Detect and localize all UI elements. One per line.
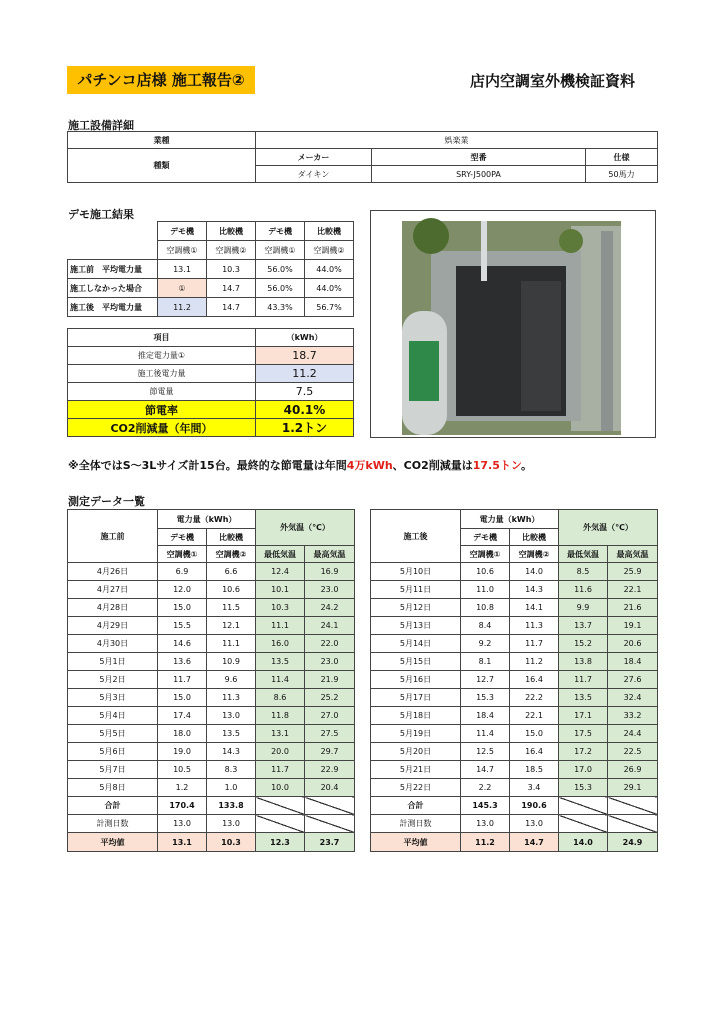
average-row: 平均値 11.2 14.7 14.0 24.9 bbox=[371, 833, 658, 852]
demo-row: 施工前 平均電力量 13.1 10.3 56.0% 44.0% bbox=[68, 260, 354, 279]
table-row: 5月13日 8.4 11.3 13.7 19.1 bbox=[371, 617, 658, 635]
demo-col-sub: 空調機① bbox=[256, 241, 305, 260]
equipment-section-title: 施工設備詳細 bbox=[68, 119, 134, 132]
average-row: 平均値 13.1 10.3 12.3 23.7 bbox=[68, 833, 355, 852]
table-row: 5月10日 10.6 14.0 8.5 25.9 bbox=[371, 563, 658, 581]
demo-machine-header: デモ機 bbox=[461, 529, 510, 546]
table-row: 5月4日 17.4 13.0 11.8 27.0 bbox=[68, 707, 355, 725]
type-label: 種類 bbox=[68, 149, 256, 183]
max-temp-header: 最高気温 bbox=[305, 546, 355, 563]
table-row: 5月2日 11.7 9.6 11.4 21.9 bbox=[68, 671, 355, 689]
table-row: 5月5日 18.0 13.5 13.1 27.5 bbox=[68, 725, 355, 743]
table-row: 5月22日 2.2 3.4 15.3 29.1 bbox=[371, 779, 658, 797]
demo-col-sub: 空調機② bbox=[207, 241, 256, 260]
demo-row: 施工しなかった場合 ① 14.7 56.0% 44.0% bbox=[68, 279, 354, 298]
demo-row: 施工後 平均電力量 11.2 14.7 43.3% 56.7% bbox=[68, 298, 354, 317]
compare-machine-header: 比較機 bbox=[510, 529, 559, 546]
outdoor-unit-photo bbox=[371, 211, 657, 439]
min-temp-header: 最低気温 bbox=[559, 546, 608, 563]
days-row: 計測日数 13.0 13.0 bbox=[371, 815, 658, 833]
ac2-header: 空調機② bbox=[207, 546, 256, 563]
power-header: 電力量（kWh） bbox=[461, 510, 559, 529]
spec-value: 50馬力 bbox=[586, 166, 658, 183]
model-label: 型番 bbox=[372, 149, 586, 166]
demo-machine-header: デモ機 bbox=[158, 529, 207, 546]
report-title: パチンコ店様 施工報告② bbox=[67, 66, 255, 94]
total-row: 合計 145.3 190.6 bbox=[371, 797, 658, 815]
table-row: 5月20日 12.5 16.4 17.2 22.5 bbox=[371, 743, 658, 761]
demo-col-header: 比較機 bbox=[305, 222, 354, 241]
temp-header: 外気温（℃） bbox=[559, 510, 658, 546]
demo-col-header: デモ機 bbox=[158, 222, 207, 241]
industry-label: 業種 bbox=[68, 132, 256, 149]
equipment-table bbox=[67, 131, 658, 183]
table-row: 5月7日 10.5 8.3 11.7 22.9 bbox=[68, 761, 355, 779]
measure-table-after bbox=[370, 509, 658, 852]
unit-header: （kWh） bbox=[256, 329, 354, 347]
table-row: 5月17日 15.3 22.2 13.5 32.4 bbox=[371, 689, 658, 707]
period-title: 施工前 bbox=[68, 510, 158, 563]
item-header: 項目 bbox=[68, 329, 256, 347]
table-row: 4月30日 14.6 11.1 16.0 22.0 bbox=[68, 635, 355, 653]
period-title: 施工後 bbox=[371, 510, 461, 563]
table-row: 4月28日 15.0 11.5 10.3 24.2 bbox=[68, 599, 355, 617]
savings-summary-table bbox=[67, 328, 354, 437]
max-temp-header: 最高気温 bbox=[608, 546, 658, 563]
demo-col-header: 比較機 bbox=[207, 222, 256, 241]
min-temp-header: 最低気温 bbox=[256, 546, 305, 563]
demo-col-sub: 空調機② bbox=[305, 241, 354, 260]
summary-row: 施工後電力量 11.2 bbox=[68, 365, 354, 383]
model-value: SRY-J500PA bbox=[372, 166, 586, 183]
table-row: 5月3日 15.0 11.3 8.6 25.2 bbox=[68, 689, 355, 707]
table-row: 5月15日 8.1 11.2 13.8 18.4 bbox=[371, 653, 658, 671]
demo-col-header: デモ機 bbox=[256, 222, 305, 241]
table-row: 5月14日 9.2 11.7 15.2 20.6 bbox=[371, 635, 658, 653]
ac1-header: 空調機① bbox=[158, 546, 207, 563]
overall-note: ※全体ではS～3Lサイズ計15台。最終的な節電量は年間4万kWh、CO2削減量は17.5トン。 bbox=[68, 459, 532, 472]
table-row: 5月11日 11.0 14.3 11.6 22.1 bbox=[371, 581, 658, 599]
document-subtitle: 店内空調室外機検証資料 bbox=[470, 72, 636, 90]
table-row: 5月6日 19.0 14.3 20.0 29.7 bbox=[68, 743, 355, 761]
table-row: 4月29日 15.5 12.1 11.1 24.1 bbox=[68, 617, 355, 635]
table-row: 5月18日 18.4 22.1 17.1 33.2 bbox=[371, 707, 658, 725]
summary-row: CO2削減量（年間） 1.2トン bbox=[68, 419, 354, 437]
days-row: 計測日数 13.0 13.0 bbox=[68, 815, 355, 833]
measure-table-before bbox=[67, 509, 355, 852]
ac2-header: 空調機② bbox=[510, 546, 559, 563]
maker-label: メーカー bbox=[256, 149, 372, 166]
table-row: 5月21日 14.7 18.5 17.0 26.9 bbox=[371, 761, 658, 779]
table-row: 5月1日 13.6 10.9 13.5 23.0 bbox=[68, 653, 355, 671]
summary-row: 節電率 40.1% bbox=[68, 401, 354, 419]
table-row: 4月26日 6.9 6.6 12.4 16.9 bbox=[68, 563, 355, 581]
photo-frame bbox=[370, 210, 656, 438]
maker-value: ダイキン bbox=[256, 166, 372, 183]
table-row: 5月12日 10.8 14.1 9.9 21.6 bbox=[371, 599, 658, 617]
ac1-header: 空調機① bbox=[461, 546, 510, 563]
spec-label: 仕様 bbox=[586, 149, 658, 166]
compare-machine-header: 比較機 bbox=[207, 529, 256, 546]
temp-header: 外気温（℃） bbox=[256, 510, 355, 546]
demo-results-table bbox=[67, 221, 354, 317]
demo-col-sub: 空調機① bbox=[158, 241, 207, 260]
industry-value: 娯楽業 bbox=[256, 132, 658, 149]
table-row: 4月27日 12.0 10.6 10.1 23.0 bbox=[68, 581, 355, 599]
measure-section-title: 測定データ一覧 bbox=[68, 495, 145, 508]
summary-row: 節電量 7.5 bbox=[68, 383, 354, 401]
table-row: 5月19日 11.4 15.0 17.5 24.4 bbox=[371, 725, 658, 743]
table-row: 5月16日 12.7 16.4 11.7 27.6 bbox=[371, 671, 658, 689]
total-row: 合計 170.4 133.8 bbox=[68, 797, 355, 815]
demo-section-title: デモ施工結果 bbox=[68, 208, 134, 221]
table-row: 5月8日 1.2 1.0 10.0 20.4 bbox=[68, 779, 355, 797]
power-header: 電力量（kWh） bbox=[158, 510, 256, 529]
summary-row: 推定電力量① 18.7 bbox=[68, 347, 354, 365]
